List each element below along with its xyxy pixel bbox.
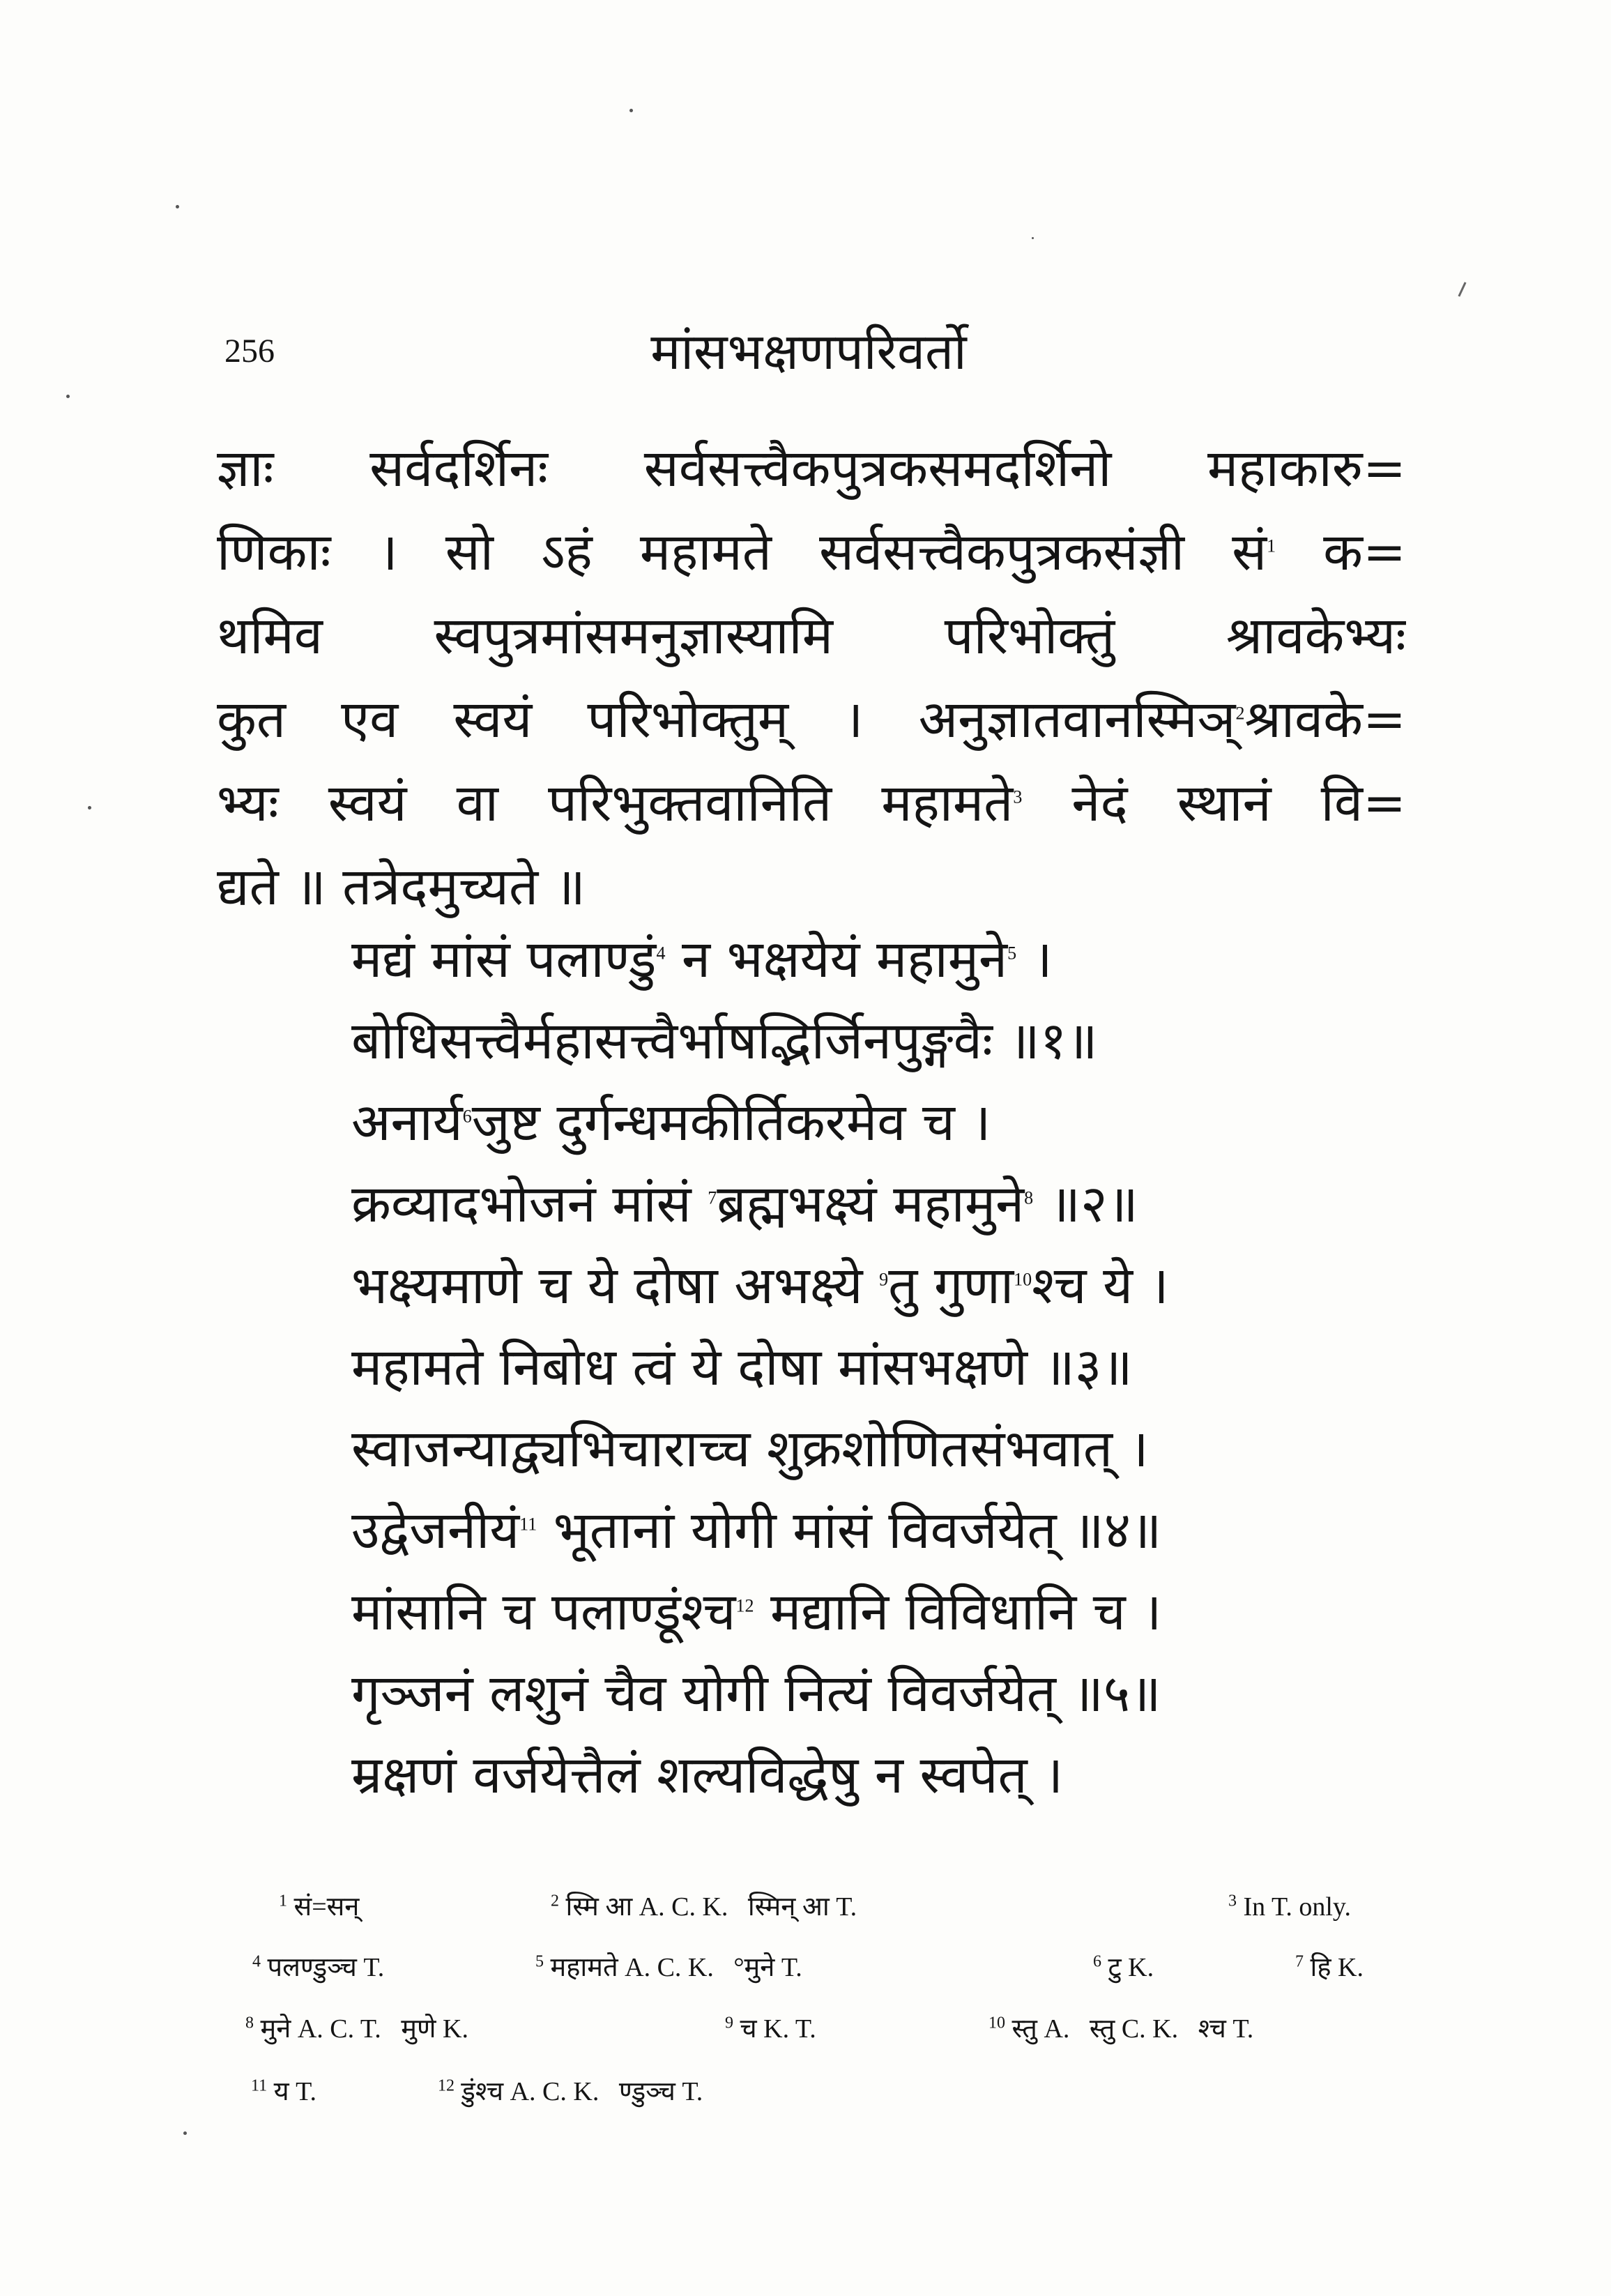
footnote	[245, 2012, 468, 2046]
footnote-text: पलण्डुञ्च T.	[267, 1953, 385, 1982]
footnote	[251, 2074, 316, 2109]
footnote-number: 1	[279, 1892, 287, 1910]
verse-text: तु गुणा	[888, 1256, 1014, 1316]
scan-speck	[629, 109, 633, 112]
prose-text: णिकाः । सो ऽहं महामते सर्वसत्त्वैकपुत्रकसंज्ञी सं	[217, 522, 1267, 582]
footnote-text: महामते A. C. K. °मुने T.	[550, 1953, 802, 1982]
verse-line	[351, 1735, 1439, 1816]
verse-line	[351, 1001, 1439, 1082]
footnote-text: टु K.	[1108, 1953, 1154, 1982]
footnote	[1093, 1950, 1154, 1985]
footnote-number: 2	[551, 1892, 559, 1910]
prose-text: क=	[1276, 522, 1406, 582]
verse-text: न भक्षयेयं महामुने	[665, 929, 1008, 989]
footnote	[279, 1890, 359, 1924]
footnote-number: 3	[1228, 1892, 1237, 1910]
verse-line	[351, 1245, 1439, 1327]
verse-line	[351, 1653, 1439, 1735]
prose-line	[217, 845, 1406, 929]
verse-text: ।	[1016, 929, 1053, 989]
verse-block	[351, 919, 1439, 1816]
footnote-number: 11	[251, 2076, 268, 2095]
footnote-text: हि K.	[1310, 1953, 1364, 1982]
verse-text: अनार्य	[351, 1093, 463, 1153]
verse-text: स्वाजन्याद्व्यभिचाराच्च शुक्रशोणितसंभवात् ।	[351, 1419, 1149, 1479]
verse-text: ब्रह्मभक्ष्यं महामुने	[717, 1174, 1025, 1234]
prose-text: थमिव स्वपुत्रमांसमनुज्ञास्यामि परिभोक्तुं श्रावकेभ्यः	[217, 606, 1406, 666]
footnote-number: 8	[245, 2014, 254, 2032]
prose-line	[217, 510, 1406, 594]
running-title: मांसभक्षणपरिवर्तो	[650, 322, 967, 381]
footnote-text: डुंश्च A. C. K. ण्डुञ्च T.	[461, 2077, 703, 2106]
verse-text: श्च ये ।	[1032, 1256, 1169, 1316]
verse-line	[351, 919, 1439, 1001]
prose-text: कुत एव स्वयं परिभोक्तुम् । अनुज्ञातवानस्मिञ्	[217, 690, 1236, 750]
scan-speck	[88, 806, 91, 809]
footnote-text: य T.	[273, 2077, 317, 2106]
verse-text: मद्यानि विविधानि च ।	[754, 1582, 1162, 1642]
footnote-marker: 7	[708, 1187, 717, 1208]
verse-text: मद्यं मांसं पलाण्डुं	[351, 929, 657, 989]
footnote-marker: 11	[519, 1514, 537, 1535]
verse-line	[351, 1572, 1439, 1653]
prose-text: द्यते ॥ तत्रेदमुच्यते ॥	[217, 857, 586, 917]
footnote	[252, 1950, 384, 1985]
prose-line	[217, 678, 1406, 761]
prose-line	[217, 594, 1406, 678]
footnote	[438, 2074, 703, 2109]
scan-speck	[66, 395, 70, 398]
prose-text: ज्ञाः सर्वदर्शिनः सर्वसत्त्वैकपुत्रकसमदर्शिनो महाकारु=	[217, 439, 1406, 499]
verse-text: म्रक्षणं वर्जयेत्तैलं शल्यविद्धेषु न स्वपेत् ।	[351, 1745, 1064, 1805]
footnote-marker: 3	[1013, 786, 1023, 807]
verse-text: भक्ष्यमाणे च ये दोषा अभक्ष्ये	[351, 1256, 880, 1316]
footnote-marker: 5	[1007, 943, 1017, 964]
footnote-text: In T. only.	[1243, 1892, 1351, 1922]
verse-text: भूतानां योगी मांसं विवर्जयेत् ॥४॥	[537, 1500, 1162, 1560]
footnote-text: स्मि आ A. C. K. स्मिन् आ T.	[565, 1892, 857, 1922]
verse-line	[351, 1408, 1439, 1490]
verse-line	[351, 1490, 1439, 1572]
footnote-text: च K. T.	[740, 2014, 816, 2044]
scan-speck	[183, 2131, 187, 2135]
footnote-number: 4	[252, 1952, 261, 1971]
verse-text: उद्वेजनीयं	[351, 1500, 520, 1560]
scan-speck	[1032, 237, 1034, 239]
page-number: 256	[224, 333, 275, 370]
footnote	[551, 1890, 857, 1924]
scan-speck	[176, 205, 179, 208]
footnote-marker: 6	[462, 1106, 472, 1127]
footnote-number: 12	[438, 2076, 455, 2095]
scan-mark	[1458, 282, 1466, 296]
prose-text: भ्यः स्वयं वा परिभुक्तवानिति महामते	[217, 773, 1014, 833]
footnote-marker: 1	[1267, 535, 1276, 556]
footnote	[535, 1950, 802, 1985]
footnote	[988, 2012, 1253, 2046]
footnote	[1228, 1890, 1351, 1924]
footnote-number: 7	[1295, 1952, 1304, 1971]
footnote-marker: 4	[656, 943, 666, 964]
footnote-text: स्तु A. स्तु C. K. श्च T.	[1011, 2014, 1254, 2044]
footnote-marker: 8	[1024, 1187, 1034, 1208]
verse-text: ॥२॥	[1033, 1174, 1138, 1234]
footnote-number: 9	[725, 2014, 733, 2032]
prose-line	[217, 427, 1406, 510]
verse-text: महामते निबोध त्वं ये दोषा मांसभक्षणे ॥३॥	[351, 1337, 1133, 1397]
verse-line	[351, 1082, 1439, 1164]
footnote-number: 10	[988, 2014, 1005, 2032]
footnote-marker: 9	[879, 1269, 889, 1290]
prose-text: श्रावके=	[1244, 690, 1406, 750]
footnote	[725, 2012, 816, 2046]
footnote-marker: 10	[1014, 1269, 1032, 1290]
footnote-marker: 2	[1235, 703, 1245, 724]
verse-text: जुष्ट दुर्गन्धमकीर्तिकरमेव च ।	[471, 1093, 991, 1153]
verse-text: गृञ्जनं लशुनं चैव योगी नित्यं विवर्जयेत् ॥५॥	[351, 1664, 1161, 1724]
footnote-number: 6	[1093, 1952, 1101, 1971]
verse-text: क्रव्यादभोजनं मांसं	[351, 1174, 708, 1234]
footnote-text: मुने A. C. T. मुणे K.	[260, 2014, 468, 2044]
footnote-marker: 12	[735, 1595, 754, 1616]
prose-line	[217, 761, 1406, 845]
prose-paragraph	[217, 427, 1406, 929]
footnote-number: 5	[535, 1952, 544, 1971]
footnote-text: सं=सन्	[293, 1892, 360, 1922]
footnote	[1295, 1950, 1364, 1985]
verse-text: मांसानि च पलाण्डूंश्च	[351, 1582, 736, 1642]
verse-line	[351, 1164, 1439, 1245]
verse-line	[351, 1327, 1439, 1408]
verse-text: बोधिसत्त्वैर्महासत्त्वैर्भाषद्भिर्जिनपुङ्गवैः ॥१॥	[351, 1011, 1098, 1071]
prose-text: नेदं स्थानं वि=	[1022, 773, 1406, 833]
